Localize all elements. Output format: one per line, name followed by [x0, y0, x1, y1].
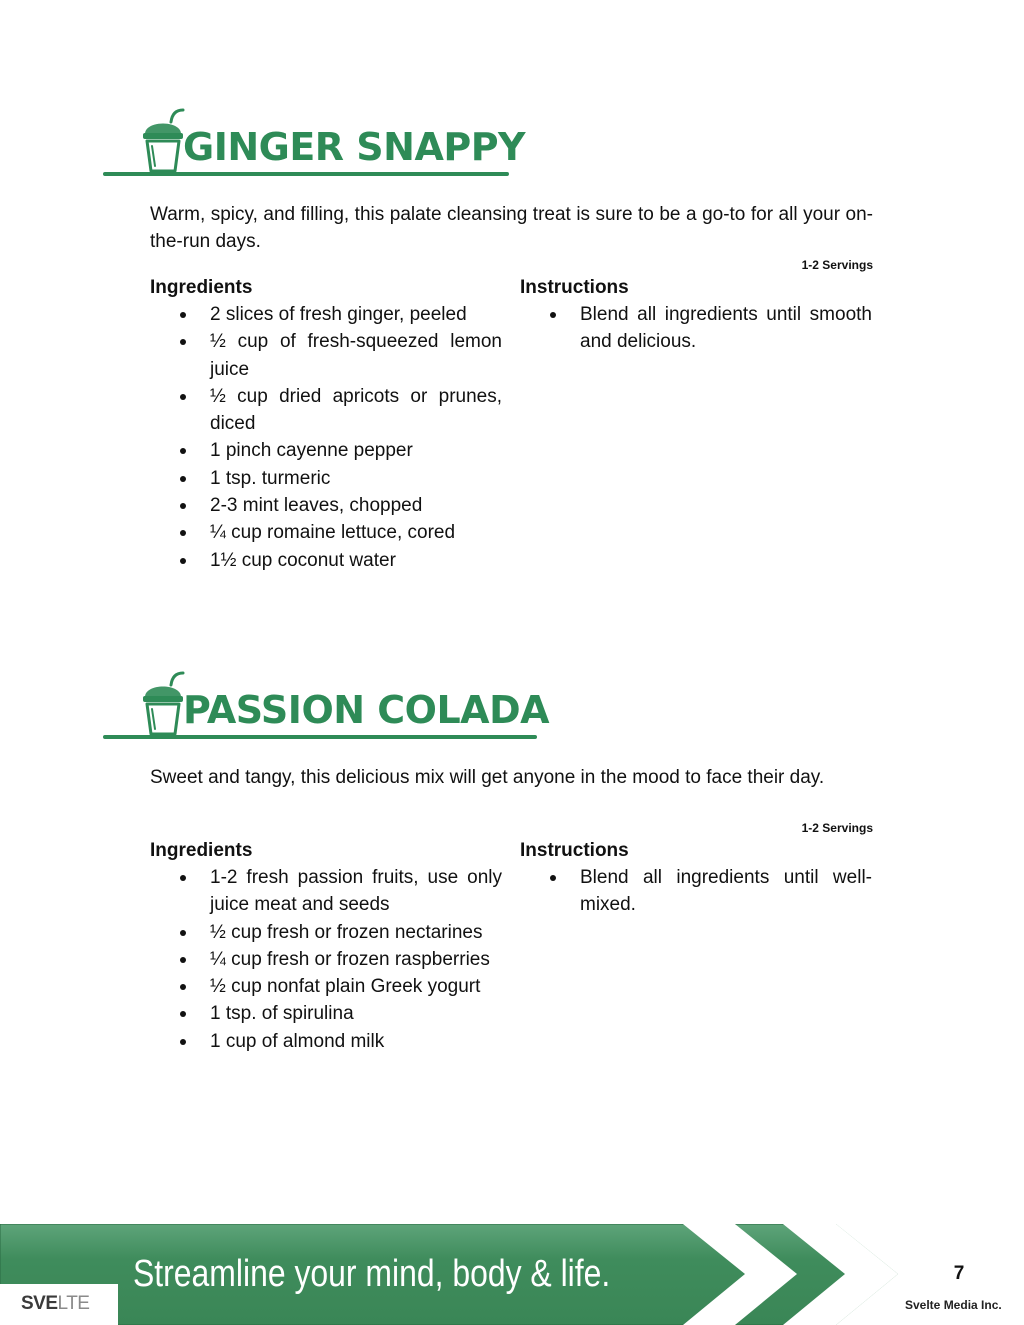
list-item: ¼ cup romaine lettuce, cored: [210, 519, 502, 546]
logo-light-part: LTE: [57, 1293, 90, 1314]
list-item: 1 tsp. turmeric: [210, 465, 502, 492]
list-item: ½ cup of fresh-squeezed lemon juice: [210, 328, 502, 383]
ingredients-heading: Ingredients: [150, 840, 253, 861]
title-underline: [103, 172, 509, 176]
list-item: 1 cup of almond milk: [210, 1028, 502, 1055]
servings-label: 1-2 Servings: [801, 821, 873, 835]
footer-tagline: Streamline your mind, body & life.: [133, 1253, 611, 1295]
company-name: Svelte Media Inc.: [905, 1298, 1002, 1312]
recipe-title: GINGER SNAPPY: [183, 125, 526, 169]
recipe-intro: Sweet and tangy, this delicious mix will get anyone in the mood to face their day.: [150, 767, 825, 788]
title-underline: [103, 735, 537, 739]
recipe-intro: Warm, spicy, and filling, this palate cleansing treat is sure to be a go-to for all your on-the-run days.: [150, 204, 873, 252]
instructions-list: [520, 301, 872, 356]
list-item: 1-2 fresh passion fruits, use only juice meat and seeds: [210, 864, 502, 919]
smoothie-cup-icon: [141, 671, 187, 737]
list-item: ½ cup dried apricots or prunes, diced: [210, 383, 502, 438]
ingredients-column: [150, 837, 502, 1055]
list-item: ½ cup fresh or frozen nectarines: [210, 919, 502, 946]
ingredients-list: [150, 864, 502, 1055]
list-item: ¼ cup fresh or frozen raspberries: [210, 946, 502, 973]
list-item: 2 slices of fresh ginger, peeled: [210, 301, 502, 328]
list-item: 1½ cup coconut water: [210, 547, 502, 574]
instructions-list: [520, 864, 872, 919]
logo-bold-part: SVE: [21, 1293, 58, 1314]
ingredients-list: [150, 301, 502, 574]
page-number: 7: [953, 1263, 965, 1284]
instructions-column: [520, 837, 872, 919]
smoothie-cup-icon: [141, 108, 187, 174]
instructions-heading: Instructions: [520, 840, 629, 861]
footer-banner: [0, 1224, 1024, 1325]
servings-label: 1-2 Servings: [801, 258, 873, 272]
list-item: Blend all ingredients until well-mixed.: [580, 864, 872, 919]
recipe-title-block: [103, 671, 550, 743]
recipe-title-block: [103, 108, 526, 180]
ingredients-column: [150, 274, 502, 574]
list-item: 2-3 mint leaves, chopped: [210, 492, 502, 519]
svelte-logo: [21, 1293, 89, 1315]
list-item: 1 pinch cayenne pepper: [210, 437, 502, 464]
list-item: 1 tsp. of spirulina: [210, 1000, 502, 1027]
instructions-column: [520, 274, 872, 356]
recipe-title: PASSION COLADA: [183, 688, 550, 732]
ingredients-heading: Ingredients: [150, 277, 253, 298]
list-item: Blend all ingredients until smooth and delicious.: [580, 301, 872, 356]
instructions-heading: Instructions: [520, 277, 629, 298]
list-item: ½ cup nonfat plain Greek yogurt: [210, 973, 502, 1000]
